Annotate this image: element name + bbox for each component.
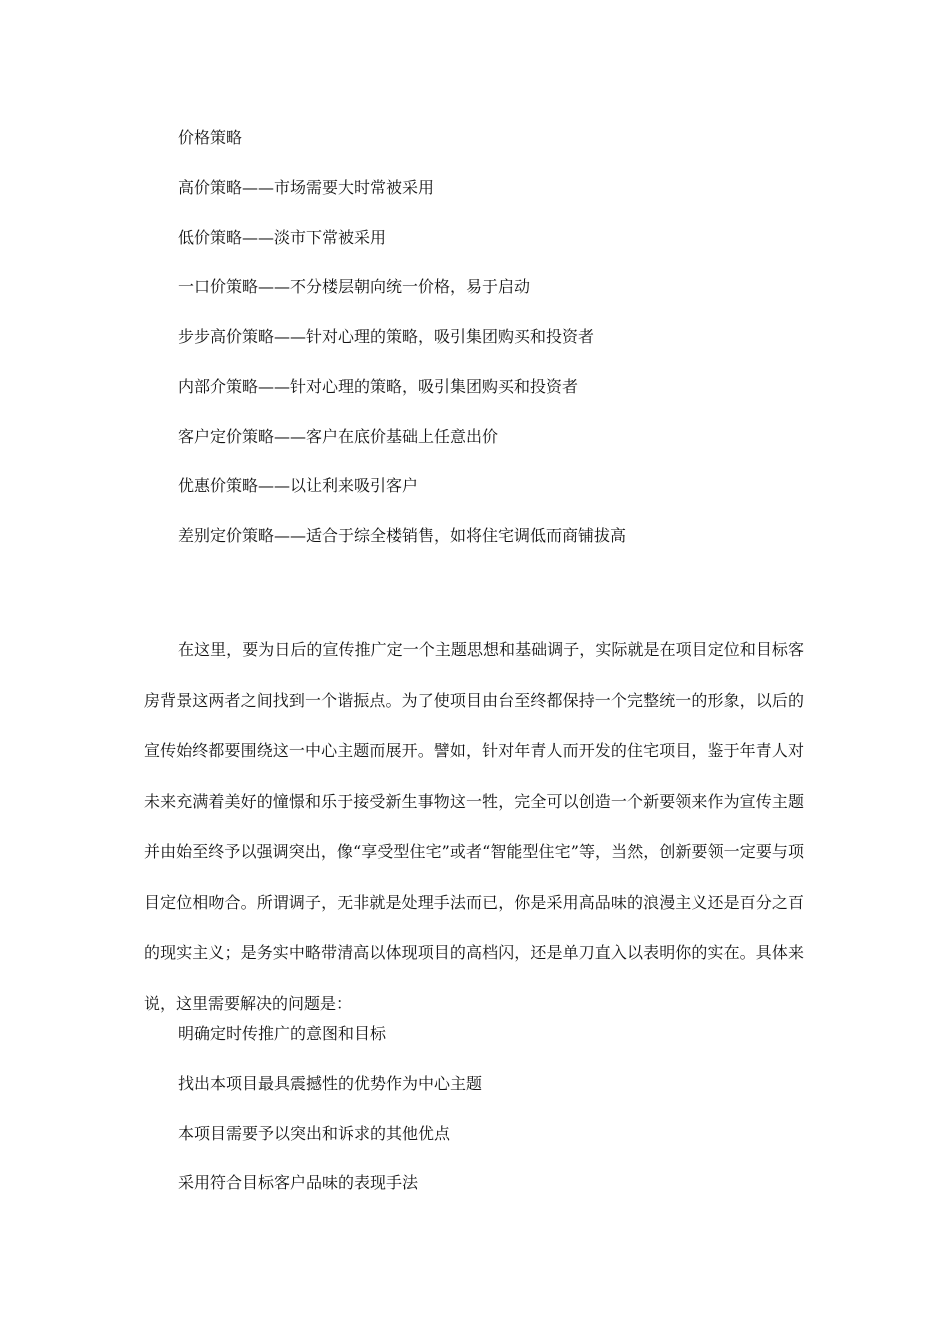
task-item: 找出本项目最具震撼性的优势作为中心主题 — [178, 1074, 483, 1093]
section-title: 价格策略 — [178, 128, 243, 147]
task-item: 本项目需要予以突出和诉求的其他优点 — [178, 1124, 451, 1143]
strategy-item: 高价策略——市场需要大时常被采用 — [178, 178, 435, 197]
task-item: 明确定时传推广的意图和目标 — [178, 1024, 387, 1043]
strategy-item: 内部介策略——针对心理的策略，吸引集团购买和投资者 — [178, 377, 579, 396]
strategy-item: 优惠价策略——以让利来吸引客户 — [178, 476, 419, 495]
strategy-item: 步步高价策略——针对心理的策略，吸引集团购买和投资者 — [178, 327, 595, 346]
strategy-item: 一口价策略——不分楼层朝向统一价格，易于启动 — [178, 277, 531, 296]
strategy-item: 低价策略——淡市下常被采用 — [178, 228, 387, 247]
body-paragraph: 在这里，要为日后的宣传推广定一个主题思想和基础调子，实际就是在项目定位和目标客房背景这两者之间找到一个谐振点。为了使项目由台至终都保持一个完整统一的形象，以后的宣传始终都要围绕这一中心主题而展开。譬如，针对年青人而开发的住宅项目，鉴于年青人对未来充满着美好的憧憬和乐于接受新生事物这一牲，完全可以创造一个新要领来作为宣传主题并由始至终予以强调突出，像“享受型住宅”或者“智能型住宅”等，当然，创新要领一定要与项目定位相吻合。所谓调子，无非就是处理手法而已，你是采用高品味的浪漫主义还是百分之百的现实主义；是务实中略带清高以体现项目的高档闪，还是单刀直入以表明你的实在。具体来说，这里需要解决的问题是： — [144, 640, 804, 1013]
strategy-item: 客户定价策略——客户在底价基础上任意出价 — [178, 427, 499, 446]
strategy-item: 差别定价策略——适合于综全楼销售，如将住宅调低而商铺拔高 — [178, 526, 627, 545]
task-item: 采用符合目标客户品味的表现手法 — [178, 1173, 419, 1192]
